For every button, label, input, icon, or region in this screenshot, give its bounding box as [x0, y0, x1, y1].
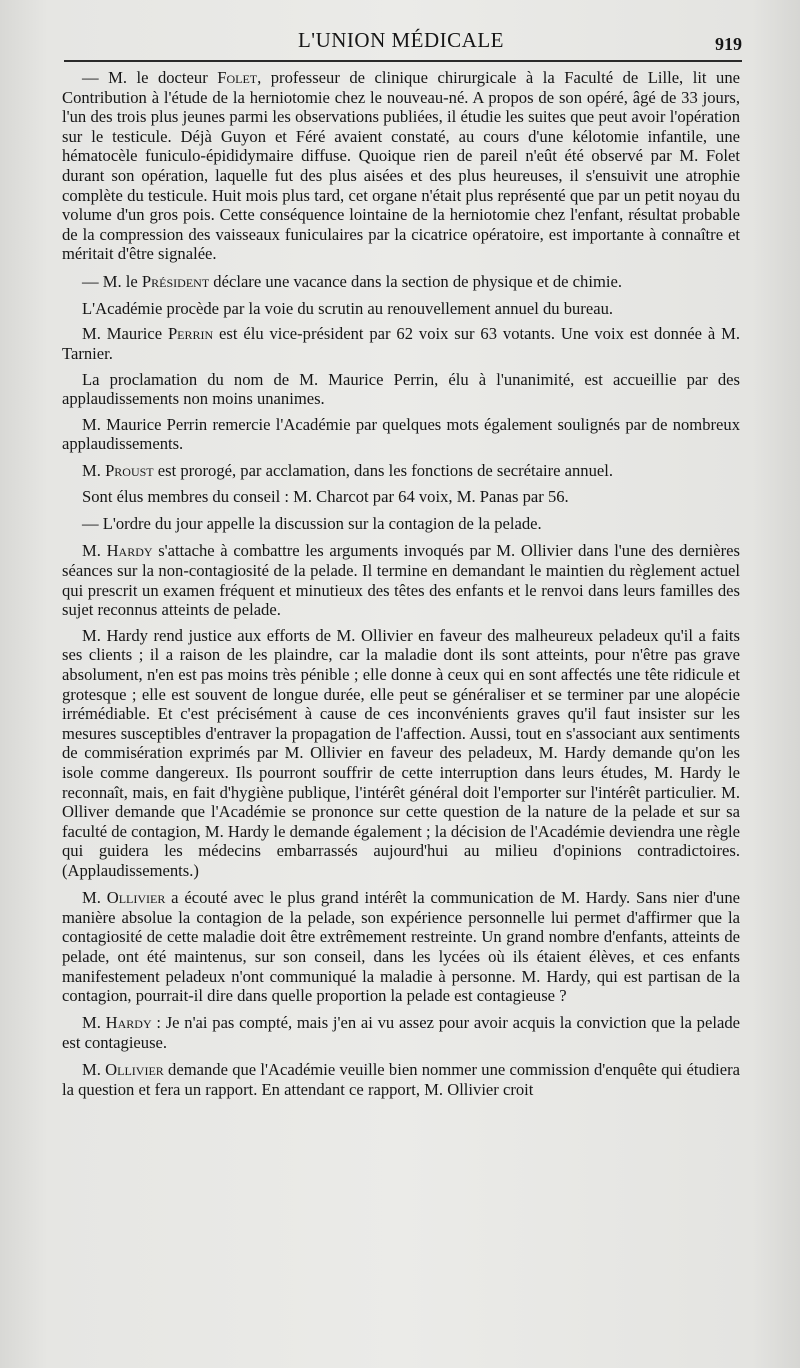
paragraph-folet: — M. le docteur Folet, professeur de clinique chirurgicale à la Faculté de Lille, lit une Contribution à l'étude de la herniotomie chez le nouveau-né. A propos de son opéré, âgé de 33 jours, l'un des trois plus jeunes parmi les observations publiées, il étudie les suites que peut avoir l'opération sur le testicule. Déjà Guyon et Féré avaient constaté, au cours d'une kélotomie infantile, une hématocèle funiculo-épididymaire diffuse. Quoique rien de pareil n'eût été observé par M. Folet durant son opération, laquelle fut des plus aisées et des plus heureuses, il s'ensuivit une atrophie complète du testicule. Huit mois plus tard, cet organe n'était plus représenté que par un petit noyau du volume d'un gros pois. Cette conséquence lointaine de la herniotomie chez l'enfant, résultat probable de la compression des vaisseaux funiculaires par la cicatrice opératoire, est importante à connaître et méritait d'être signalée. — [62, 68, 740, 264]
paragraph-hardy-1: M. Hardy s'attache à combattre les arguments invoqués par M. Ollivier dans l'une des dernières séances sur la non-contagiosité de la pelade. Il termine en demandant le maintien du règlement actuel qui prescrit un examen fréquent et minutieux des têtes des enfants et le renvoi dans leurs familles des sujet reconnus atteints de pelade. — [62, 541, 740, 620]
page-header — [60, 28, 742, 58]
article-body — [62, 68, 740, 1107]
running-title: L'UNION MÉDICALE — [297, 28, 504, 52]
paragraph-ollivier-2: M. Ollivier demande que l'Académie veuille bien nommer une commission d'enquête qui étudiera la question et fera un rapport. En attendant ce rapport, M. Ollivier croit — [62, 1060, 740, 1099]
paragraph-proust: M. Proust est prorogé, par acclamation, dans les fonctions de secrétaire annuel. — [82, 461, 614, 481]
paragraph-hardy-2: M. Hardy rend justice aux efforts de M. Ollivier en faveur des malheureux peladeux qu'il a faits ses clients ; il a raison de les plaindre, car la maladie dont ils sont atteints, pour n'être pas grave absolument, n'en est pas moins très pénible ; elle donne à ceux qui en sont affectés une tête ridicule et grotesque ; elle est souvent de longue durée, elle peut se généraliser et se terminer par une alopécie irrémédiable. Et c'est précisément à cause de ces inconvénients graves qu'il faut insister sur les mesures susceptibles d'entraver la propagation de l'affection. Aussi, tout en s'associant aux sentiments de commisération exprimés par M. Ollivier en faveur des peladeux, M. Hardy demande qu'on les isole comme dangereux. Ils pourront souffrir de cette interruption dans leurs études, M. Hardy le reconnaît, mais, en fait d'hygiène publique, l'intérêt général doit l'emporter sur l'intérêt particulier. M. Olliver demande que l'Académie se prononce sur cette question de la nature de la pelade et sur sa faculté de contagion, M. Hardy le demande également ; la décision de l'Académie deviendra une règle qui guidera les médecins embarrassés aujourd'hui au milieu d'opinions contradictoires. (Applaudissements.) — [62, 625, 740, 880]
page-number: 919 — [715, 34, 742, 54]
paragraph-scrutin: L'Académie procède par la voie du scrutin au renouvellement annuel du bureau. — [82, 298, 614, 318]
header-rule — [64, 60, 742, 62]
paragraph-ollivier-1: M. Ollivier a écouté avec le plus grand intérêt la communication de M. Hardy. Sans nier d'une manière absolue la contagion de la pelade, son expérience personnelle lui permet d'affirmer que la contagiosité de cette maladie doit être extrêmement restreinte. Un grand nombre d'enfants, atteints de pelade, ont été maintenus, sur son conseil, dans les lycées où ils étaient élèves, et ces enfants manifestement peladeux n'ont communiqué la maladie à personne. M. Hardy, qui est partisan de la contagion, pourrait-il dire dans quelle proportion la pelade est contagieuse ? — [62, 888, 740, 1006]
paragraph-president: — M. le Président déclare une vacance dans la section de physique et de chimie. — [82, 271, 622, 291]
paragraph-perrin-elu: M. Maurice Perrin est élu vice-président par 62 voix sur 63 votants. Une voix est donnée à M. Tarnier. — [62, 324, 740, 363]
paragraph-conseil: Sont élus membres du conseil : M. Charcot par 64 voix, M. Panas par 56. — [82, 487, 569, 507]
paragraph-ordre-du-jour: — L'ordre du jour appelle la discussion sur la contagion de la pelade. — [82, 514, 542, 534]
paragraph-perrin-remercie: M. Maurice Perrin remercie l'Académie par quelques mots également soulignés par de nombreux applaudissements. — [62, 414, 740, 454]
paragraph-hardy-3: M. Hardy : Je n'ai pas compté, mais j'en ai vu assez pour avoir acquis la conviction que la pelade est contagieuse. — [62, 1013, 740, 1052]
paragraph-proclamation: La proclamation du nom de M. Maurice Perrin, élu à l'unanimité, est accueillie par des applaudissements non moins unanimes. — [62, 369, 740, 409]
